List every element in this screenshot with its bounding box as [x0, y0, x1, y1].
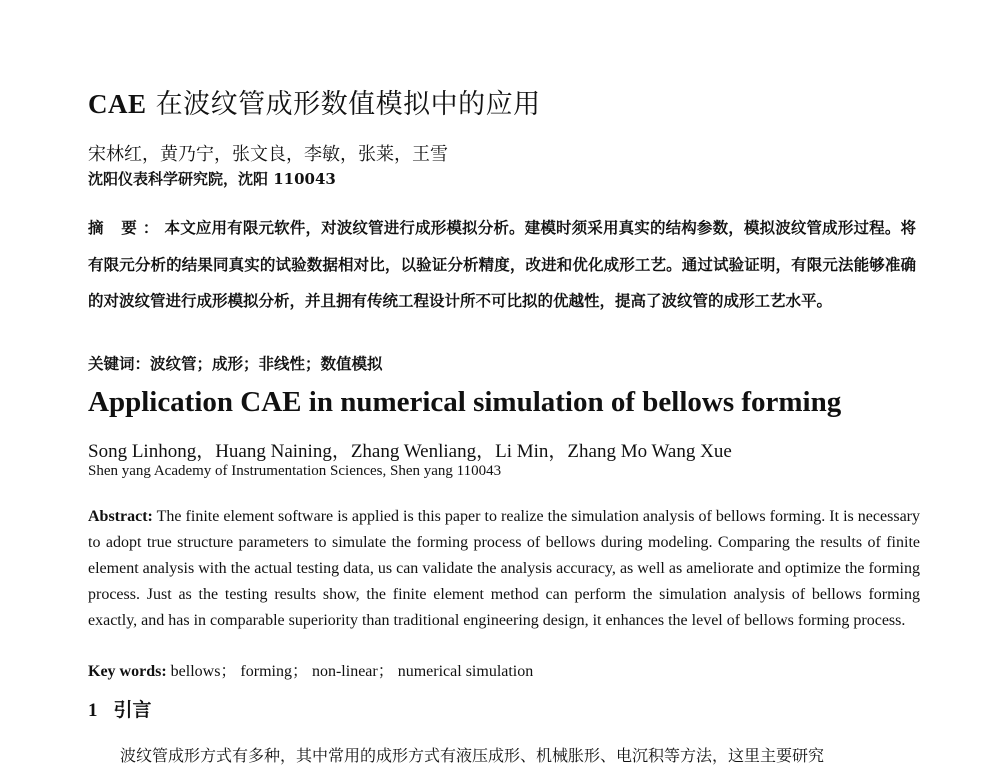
chinese-abstract	[88, 210, 916, 320]
chinese-keywords	[88, 352, 383, 374]
english-authors: Song Linhong，Huang Naining，Zhang Wenliang，Li Min，Zhang Mo Wang Xue	[88, 441, 732, 462]
chinese-abstract-label: 摘 要：	[88, 218, 165, 237]
english-keywords-label: Key words:	[88, 663, 167, 680]
english-keywords-text: bellows； forming； non-linear； numerical simulation	[166, 663, 534, 680]
english-affiliation: Shen yang Academy of Instrumentation Sciences, Shen yang 110043	[88, 463, 502, 479]
body-paragraph: 波纹管成形方式有多种，其中常用的成形方式有液压成形、机械胀形、电沉积等方法，这里主要研究	[120, 746, 825, 765]
chinese-keywords-label: 关键词：	[88, 354, 151, 373]
english-abstract-text: The finite element software is applied is this paper to realize the simulation analysis of bellows forming. It is necessary to adopt true structure parameters to simulate the forming process of bellows during modeling. Comparing the results of finite element analysis with the actual testing data, us can validate the analysis accuracy, as well as ameliorate and optimize the forming process. Just as the testing results show, the finite element method can perform the simulation analysis of bellows forming exactly, and has in comparable superiority than traditional engineering design, it enhances the level of bellows forming process.	[88, 508, 920, 629]
section-number: 1	[88, 700, 98, 721]
chinese-title	[88, 82, 541, 121]
chinese-title-latin: CAE	[88, 89, 147, 119]
section-heading	[88, 695, 152, 722]
chinese-affiliation: 沈阳仪表科学研究院，沈阳 110043	[88, 170, 336, 188]
section-title: 引言	[113, 699, 152, 721]
chinese-abstract-text: 本文应用有限元软件，对波纹管进行成形模拟分析。建模时须采用真实的结构参数，模拟波纹管成形过程。将有限元分析的结果同真实的试验数据相对比，以验证分析精度，改进和优化成形工艺。通过试验证明，有限元法能够准确的对波纹管进行成形模拟分析，并且拥有传统工程设计所不可比拟的优越性，提高了波纹管的成形工艺水平。	[88, 218, 916, 310]
chinese-title-rest: 在波纹管成形数值模拟中的应用	[146, 89, 541, 120]
english-title: Application CAE in numerical simulation of bellows forming	[88, 386, 842, 418]
english-abstract	[88, 504, 920, 634]
english-abstract-label: Abstract:	[88, 508, 153, 525]
chinese-keywords-text: 波纹管；成形；非线性；数值模拟	[150, 354, 383, 373]
english-keywords	[88, 658, 533, 681]
chinese-authors: 宋林红，黄乃宁，张文良，李敏，张莱，王雪	[88, 144, 448, 165]
